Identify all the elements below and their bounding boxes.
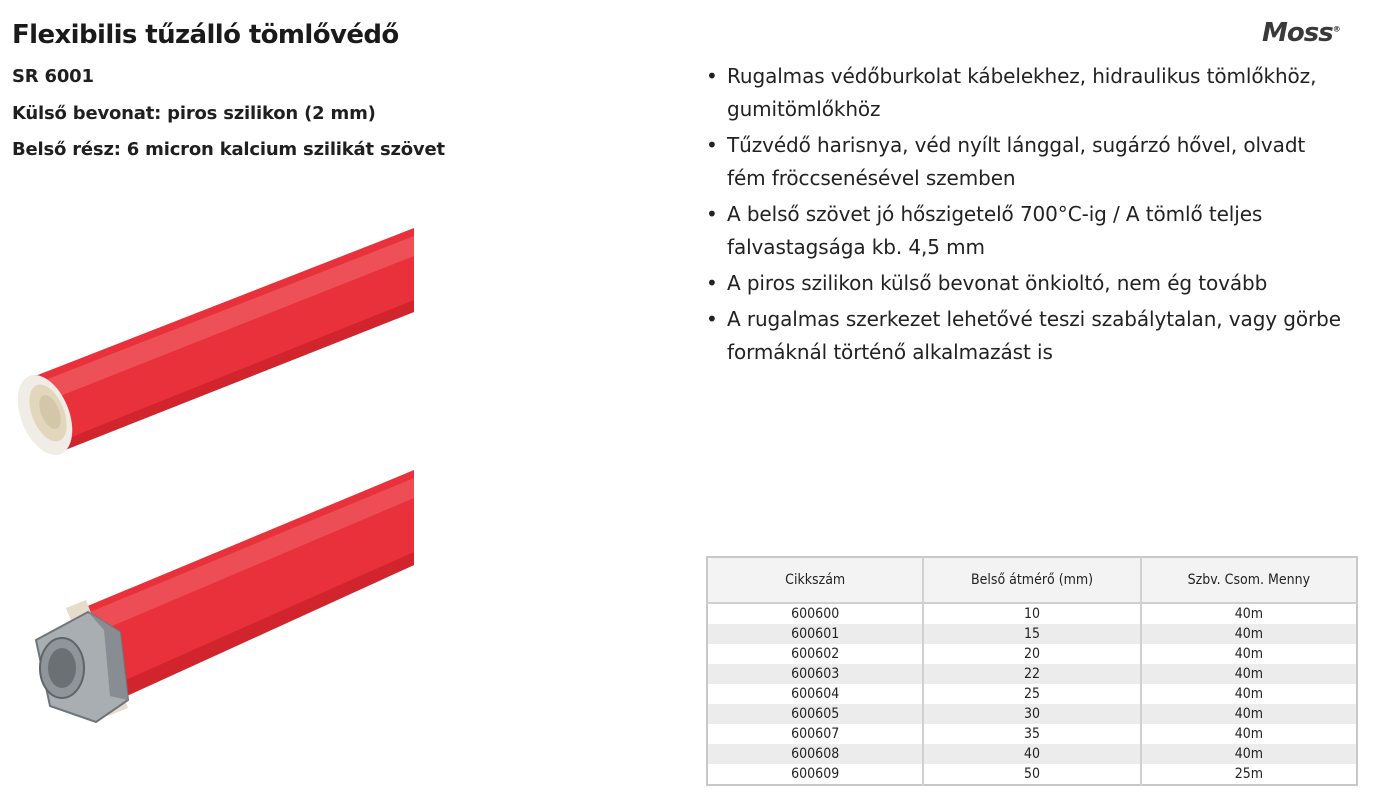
table-row xyxy=(707,603,1357,624)
cell-package-quantity: 40m xyxy=(1141,724,1357,744)
feature-list xyxy=(705,60,1345,372)
table-row xyxy=(707,744,1357,764)
cell-article-number: 600605 xyxy=(707,704,923,724)
table-header-row xyxy=(707,557,1357,603)
table-row xyxy=(707,724,1357,744)
feature-text: Rugalmas védőburkolat kábelekhez, hidraulikus tömlőkhöz, gumitömlőkhöz xyxy=(727,64,1317,121)
brand-logo xyxy=(1262,18,1340,48)
bullet-icon: • xyxy=(706,307,718,331)
feature-text: A belső szövet jó hőszigetelő 700°C-ig / A tömlő teljes falvastagsága kb. 4,5 mm xyxy=(727,202,1263,259)
cell-article-number: 600602 xyxy=(707,644,923,664)
cell-package-quantity: 40m xyxy=(1141,684,1357,704)
cell-inner-diameter: 20 xyxy=(923,644,1140,664)
cell-article-number: 600600 xyxy=(707,603,923,624)
feature-item xyxy=(705,267,1345,300)
feature-text: Tűzvédő harisnya, véd nyílt lánggal, sugárzó hővel, olvadt fém fröccsenésével szemben xyxy=(727,133,1306,190)
cell-article-number: 600604 xyxy=(707,684,923,704)
cell-article-number: 600608 xyxy=(707,744,923,764)
col-header-inner-diameter: Belső átmérő (mm) xyxy=(923,557,1140,603)
cell-package-quantity: 40m xyxy=(1141,603,1357,624)
product-image xyxy=(0,190,430,735)
product-code: SR 6001 xyxy=(12,66,94,87)
cell-inner-diameter: 25 xyxy=(923,684,1140,704)
table-row xyxy=(707,624,1357,644)
hose-top-illustration xyxy=(7,228,414,463)
table-row xyxy=(707,644,1357,664)
cell-inner-diameter: 10 xyxy=(923,603,1140,624)
logo-text: Moss xyxy=(1262,18,1333,48)
cell-package-quantity: 40m xyxy=(1141,704,1357,724)
product-spec-table xyxy=(706,556,1358,786)
page-title: Flexibilis tűzálló tömlővédő xyxy=(12,20,399,50)
feature-item xyxy=(705,198,1345,264)
logo-registered-mark: ® xyxy=(1332,24,1340,34)
col-header-package-quantity: Szbv. Csom. Menny xyxy=(1141,557,1357,603)
table-row xyxy=(707,704,1357,724)
cell-package-quantity: 40m xyxy=(1141,624,1357,644)
cell-inner-diameter: 15 xyxy=(923,624,1140,644)
feature-text: A piros szilikon külső bevonat önkioltó, nem ég tovább xyxy=(727,271,1268,295)
cell-package-quantity: 25m xyxy=(1141,764,1357,785)
bullet-icon: • xyxy=(706,133,718,157)
table-row xyxy=(707,684,1357,704)
bullet-icon: • xyxy=(706,202,718,226)
cell-package-quantity: 40m xyxy=(1141,664,1357,684)
cell-inner-diameter: 30 xyxy=(923,704,1140,724)
cell-package-quantity: 40m xyxy=(1141,744,1357,764)
feature-item xyxy=(705,60,1345,126)
cell-article-number: 600607 xyxy=(707,724,923,744)
feature-text: A rugalmas szerkezet lehetővé teszi szabálytalan, vagy görbe formáknál történő alkalmazást is xyxy=(727,307,1341,364)
inner-part-spec: Belső rész: 6 micron kalcium szilikát szövet xyxy=(12,139,445,160)
cell-article-number: 600601 xyxy=(707,624,923,644)
bullet-icon: • xyxy=(706,271,718,295)
cell-inner-diameter: 40 xyxy=(923,744,1140,764)
bullet-icon: • xyxy=(706,64,718,88)
outer-coating-spec: Külső bevonat: piros szilikon (2 mm) xyxy=(12,103,376,124)
feature-item xyxy=(705,303,1345,369)
cell-inner-diameter: 35 xyxy=(923,724,1140,744)
cell-package-quantity: 40m xyxy=(1141,644,1357,664)
feature-item xyxy=(705,129,1345,195)
cell-article-number: 600609 xyxy=(707,764,923,785)
hose-bottom-illustration xyxy=(36,470,414,722)
table-row xyxy=(707,764,1357,785)
table-row xyxy=(707,664,1357,684)
cell-inner-diameter: 22 xyxy=(923,664,1140,684)
cell-article-number: 600603 xyxy=(707,664,923,684)
cell-inner-diameter: 50 xyxy=(923,764,1140,785)
col-header-article-number: Cikkszám xyxy=(707,557,923,603)
